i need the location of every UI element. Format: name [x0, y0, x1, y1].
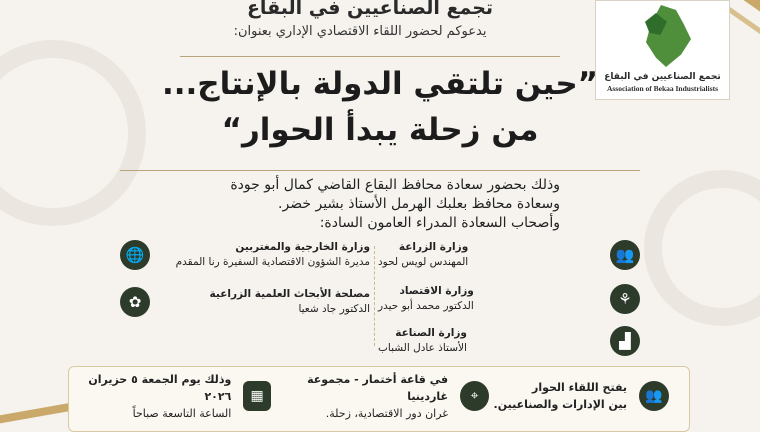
ministry-name: وزارة الزراعة: [398, 241, 469, 253]
divider-line: [120, 170, 640, 171]
organization-title: تجمع الصناعيين في البقاع: [246, 0, 494, 19]
attendee-industry: [370, 326, 631, 356]
venue-line: في قاعة أختمار - مجموعة غاردينيا: [307, 372, 449, 403]
ministry-name: مصلحة الأبحاث العلمية الزراعية: [209, 288, 370, 300]
bar-chart-icon: ▟: [610, 326, 640, 356]
patronage-line: وأصحاب السعادة المدراء العامون السادة:: [319, 215, 560, 231]
location-pin-icon: ⌖: [460, 381, 489, 411]
person-name: المهندس لويس لحود: [378, 256, 469, 268]
attendee-agricultural-research: [125, 287, 370, 317]
attendee-agriculture: [370, 240, 635, 270]
invitation-line: يدعوكم لحضور اللقاء الاقتصادي الإداري بعنوان:: [233, 24, 487, 39]
wheat-icon: ⚘: [610, 284, 640, 314]
opener-line: بين الإدارات والصناعيين.: [493, 398, 627, 411]
headline-line-2: من زحلة يبدأ الحوار“: [221, 112, 539, 148]
venue-line: غران دور الاقتصادية، زحلة.: [325, 406, 449, 420]
date-line: وذلك يوم الجمعة ٥ حزيران ٢٠٢٦: [88, 372, 232, 403]
plant-icon: ✿: [120, 287, 150, 317]
opener-line: يفتح اللقاء الحوار: [531, 381, 627, 394]
calendar-icon: ▦: [243, 381, 271, 411]
background-gear-left: [0, 40, 146, 226]
lebanon-map-icon: [641, 5, 691, 67]
patronage-line: وذلك بحضور سعادة محافظ البقاع القاضي كمال أبو جودة: [230, 177, 560, 193]
opener-cell: [489, 367, 669, 425]
attendee-economy: [370, 284, 632, 314]
logo-english-name: Association of Bekaa Industrialists: [606, 84, 719, 93]
event-details-bar: [68, 366, 690, 432]
divider-line: [180, 56, 560, 57]
organization-logo: [595, 0, 730, 100]
patronage-text: [180, 176, 560, 233]
ministry-name: وزارة الخارجية والمغتربين: [235, 241, 370, 253]
person-name: الدكتور محمد أبو حيدر: [378, 300, 474, 312]
ministry-name: وزارة الاقتصاد: [399, 285, 474, 297]
farmers-icon: 👥: [610, 240, 640, 270]
person-name: مديرة الشؤون الاقتصادية السفيرة رنا المقدم: [175, 256, 370, 268]
person-name: الأستاذ عادل الشباب: [378, 342, 467, 354]
people-icon: 👥: [639, 381, 669, 411]
date-cell: [71, 367, 271, 425]
logo-arabic-name: تجمع الصناعيين في البقاع: [604, 72, 721, 82]
headline-line-1: ”حين تلتقي الدولة بالإنتاج...: [161, 66, 599, 102]
background-gear-right: [644, 170, 760, 326]
ministry-name: وزارة الصناعة: [395, 327, 467, 339]
venue-cell: [269, 367, 489, 425]
time-line: الساعة التاسعة صباحاً: [132, 406, 232, 420]
globe-icon: 🌐: [120, 240, 150, 270]
person-name: الدكتور جاد شعيا: [298, 303, 370, 315]
patronage-line: وسعادة محافظ بعلبك الهرمل الأستاذ بشير خضر.: [278, 196, 560, 212]
attendee-foreign-affairs: [125, 240, 370, 270]
